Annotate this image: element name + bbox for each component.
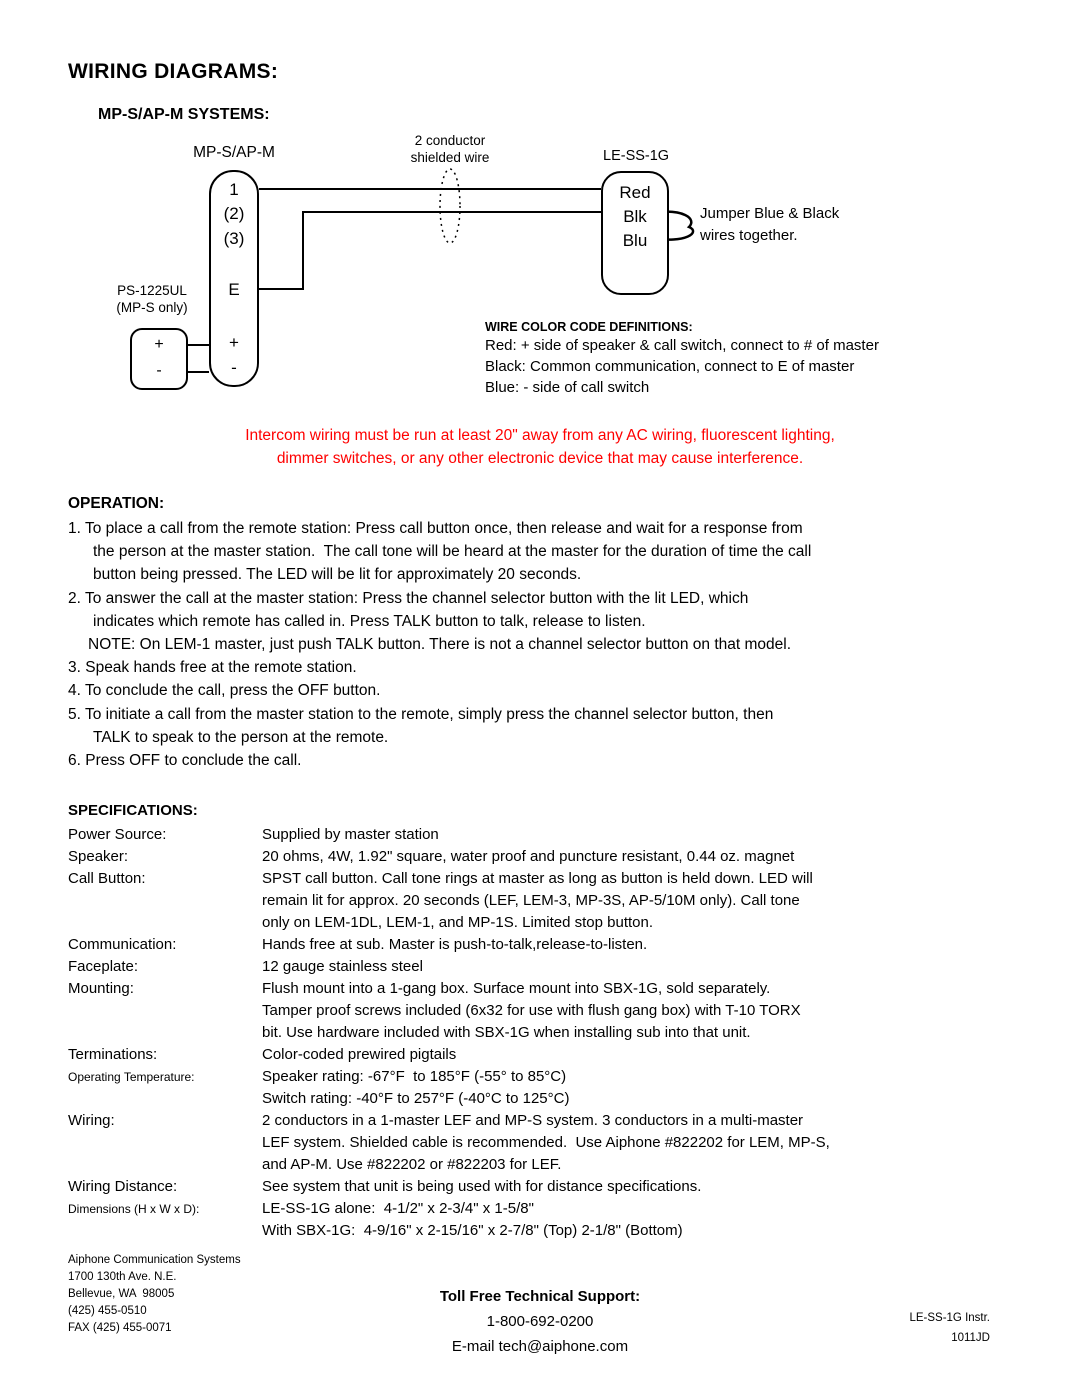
jumper-note: Jumper Blue & Black wires together. (700, 205, 840, 244)
spec-value-line: 20 ohms, 4W, 1.92" square, water proof and puncture resistant, 0.44 oz. magnet (262, 848, 795, 865)
specifications-heading: SPECIFICATIONS: (68, 802, 198, 819)
spec-label: Faceplate: (68, 958, 139, 975)
spec-row (68, 934, 1028, 956)
spec-value-line: Flush mount into a 1-gang box. Surface mount into SBX-1G, sold separately. (262, 980, 771, 997)
warning-text-line: Intercom wiring must be run at least 20" away from any AC wiring, fluorescent lighting, (245, 427, 835, 444)
wire-color-definition: Red: + side of speaker & call switch, connect to # of master (485, 337, 879, 354)
operation-line: 6. Press OFF to conclude the call. (68, 752, 302, 770)
spec-value (262, 824, 1028, 846)
spec-row (68, 1044, 1028, 1066)
spec-value-line: remain lit for approx. 20 seconds (LEF, LEM-3, MP-3S, AP-5/10M only). Call tone (262, 892, 800, 909)
operation-line: indicates which remote has called in. Press TALK button to talk, release to listen. (93, 612, 646, 630)
support-phone: 1-800-692-0200 (486, 1313, 594, 1330)
spec-value-line: 2 conductors in a 1-master LEF and MP-S system. 3 conductors in a multi-master (262, 1112, 804, 1129)
shield-ellipse-icon (440, 169, 460, 243)
spec-value-line: SPST call button. Call tone rings at master as long as button is held down. LED will (262, 870, 813, 887)
spec-value-line: Hands free at sub. Master is push-to-talk,release-to-listen. (262, 936, 648, 953)
spec-label: Power Source: (68, 826, 167, 843)
wire-color-code-heading: WIRE COLOR CODE DEFINITIONS: (485, 320, 693, 334)
wire-line-black (259, 212, 601, 289)
spec-label: Communication: (68, 936, 177, 953)
doc-ref-line: 1011JD (951, 1332, 990, 1344)
spec-label: Call Button: (68, 870, 146, 887)
shielded-wire-label: 2 conductor shielded wire (410, 133, 490, 165)
wire-color-definition: Black: Common communication, connect to E of master (485, 358, 855, 375)
spec-value-line: See system that unit is being used with for distance specifications. (262, 1178, 702, 1195)
warning-text-line: dimmer switches, or any other electronic device that may cause interference. (276, 450, 804, 467)
footer-address-line: 1700 130th Ave. N.E. (68, 1271, 177, 1283)
spec-value (262, 934, 1028, 956)
power-supply-label: PS-1225UL (MP-S only) (116, 283, 188, 315)
terminal-1: 1 (229, 180, 239, 199)
operation-heading: OPERATION: (68, 495, 165, 512)
operation-line: button being pressed. The LED will be lit for approximately 20 seconds. (93, 566, 582, 584)
spec-value (262, 846, 1028, 868)
sub-station-box (601, 171, 669, 295)
spec-value (262, 1176, 1028, 1198)
spec-value-line: 12 gauge stainless steel (262, 958, 423, 975)
footer-address-line: Bellevue, WA 98005 (68, 1288, 175, 1300)
spec-value-line: bit. Use hardware included with SBX-1G when installing sub into that unit. (262, 1024, 751, 1041)
spec-row (68, 1198, 1028, 1242)
spec-value-line: Tamper proof screws included (6x32 for use with flush gang box) with T-10 TORX (262, 1002, 801, 1019)
specifications-table (68, 824, 1028, 1242)
wiring-diagram (0, 130, 1080, 422)
spec-value (262, 978, 1028, 1044)
sub-station-label: LE-SS-1G (603, 148, 670, 164)
interference-warning (0, 424, 1080, 470)
footer-address-line: FAX (425) 455-0071 (68, 1322, 172, 1334)
document-reference (820, 1308, 990, 1348)
spec-label: Dimensions (H x W x D): (68, 1202, 200, 1216)
spec-value-line: Supplied by master station (262, 826, 439, 843)
spec-value (262, 1110, 1028, 1176)
spec-row (68, 978, 1028, 1044)
spec-row (68, 846, 1028, 868)
terminal-e: E (228, 280, 240, 299)
operation-line: 1. To place a call from the remote station: Press call button once, then release and wait for a response from (68, 520, 803, 537)
spec-label: Speaker: (68, 848, 129, 865)
spec-value (262, 868, 1028, 934)
operation-line: NOTE: On LEM-1 master, just push TALK button. There is not a channel selector button on that model. (88, 636, 792, 654)
spec-label: Mounting: (68, 980, 134, 997)
footer-address-line: Aiphone Communication Systems (68, 1254, 241, 1266)
terminal-plus: + (229, 333, 239, 352)
spec-row (68, 1176, 1028, 1198)
terminal-minus: - (231, 358, 237, 377)
spec-value-line: Speaker rating: -67°F to 185°F (-55° to 85°C) (262, 1068, 567, 1085)
operation-line: 3. Speak hands free at the remote station. (68, 659, 357, 677)
spec-value (262, 1198, 1028, 1242)
spec-row (68, 1110, 1028, 1176)
spec-row (68, 824, 1028, 846)
page-title: WIRING DIAGRAMS: (68, 60, 279, 83)
spec-label: Wiring: (68, 1112, 115, 1129)
terminal-2: (2) (223, 204, 245, 223)
spec-row (68, 956, 1028, 978)
spec-label: Wiring Distance: (68, 1178, 178, 1195)
spec-value-line: LE-SS-1G alone: 4-1/2" x 2-3/4" x 1-5/8" (262, 1200, 534, 1217)
spec-value (262, 1066, 1028, 1110)
spec-row (68, 868, 1028, 934)
master-station-label: MP-S/AP-M (193, 144, 275, 161)
spec-label: Terminations: (68, 1046, 158, 1063)
operation-line: the person at the master station. The call tone will be heard at the master for the duration of time the call (93, 543, 812, 561)
terminal-3: (3) (223, 229, 245, 248)
operation-list (68, 517, 1048, 772)
wire-color-definition: Blue: - side of call switch (485, 379, 650, 396)
doc-ref-line: LE-SS-1G Instr. (909, 1312, 990, 1324)
ps-terminal-plus: + (154, 336, 164, 353)
spec-row (68, 1066, 1028, 1110)
spec-label: Operating Temperature: (68, 1070, 195, 1084)
spec-value-line: LEF system. Shielded cable is recommended. Use Aiphone #822202 for LEM, MP-S, (262, 1134, 830, 1151)
spec-value-line: Switch rating: -40°F to 257°F (-40°C to 125°C) (262, 1090, 570, 1107)
terminal-blu: Blu (622, 231, 648, 250)
terminal-red: Red (619, 183, 651, 202)
terminal-blk: Blk (623, 207, 647, 226)
master-station-box (209, 170, 259, 387)
support-email: E-mail tech@aiphone.com (451, 1338, 629, 1355)
operation-line: TALK to speak to the person at the remote. (93, 728, 389, 746)
operation-line: 5. To initiate a call from the master station to the remote, simply press the channel selector button, then (68, 705, 774, 723)
ps-terminal-minus: - (156, 362, 162, 379)
spec-value (262, 1044, 1028, 1066)
spec-value-line: Color-coded prewired pigtails (262, 1046, 457, 1063)
footer-address-line: (425) 455-0510 (68, 1305, 147, 1317)
systems-subtitle: MP-S/AP-M SYSTEMS: (98, 106, 270, 123)
power-supply-box (130, 328, 188, 390)
support-heading: Toll Free Technical Support: (439, 1288, 641, 1305)
spec-value-line: and AP-M. Use #822202 or #822203 for LEF. (262, 1156, 562, 1173)
spec-value-line: only on LEM-1DL, LEM-1, and MP-1S. Limited stop button. (262, 914, 654, 931)
operation-line: 2. To answer the call at the master station: Press the channel selector button with the lit LED, which (68, 589, 749, 607)
operation-line: 4. To conclude the call, press the OFF button. (68, 682, 381, 700)
spec-value (262, 956, 1028, 978)
spec-value-line: With SBX-1G: 4-9/16" x 2-15/16" x 2-7/8" (Top) 2-1/8" (Bottom) (262, 1222, 683, 1239)
wire-color-code-block (485, 319, 879, 398)
